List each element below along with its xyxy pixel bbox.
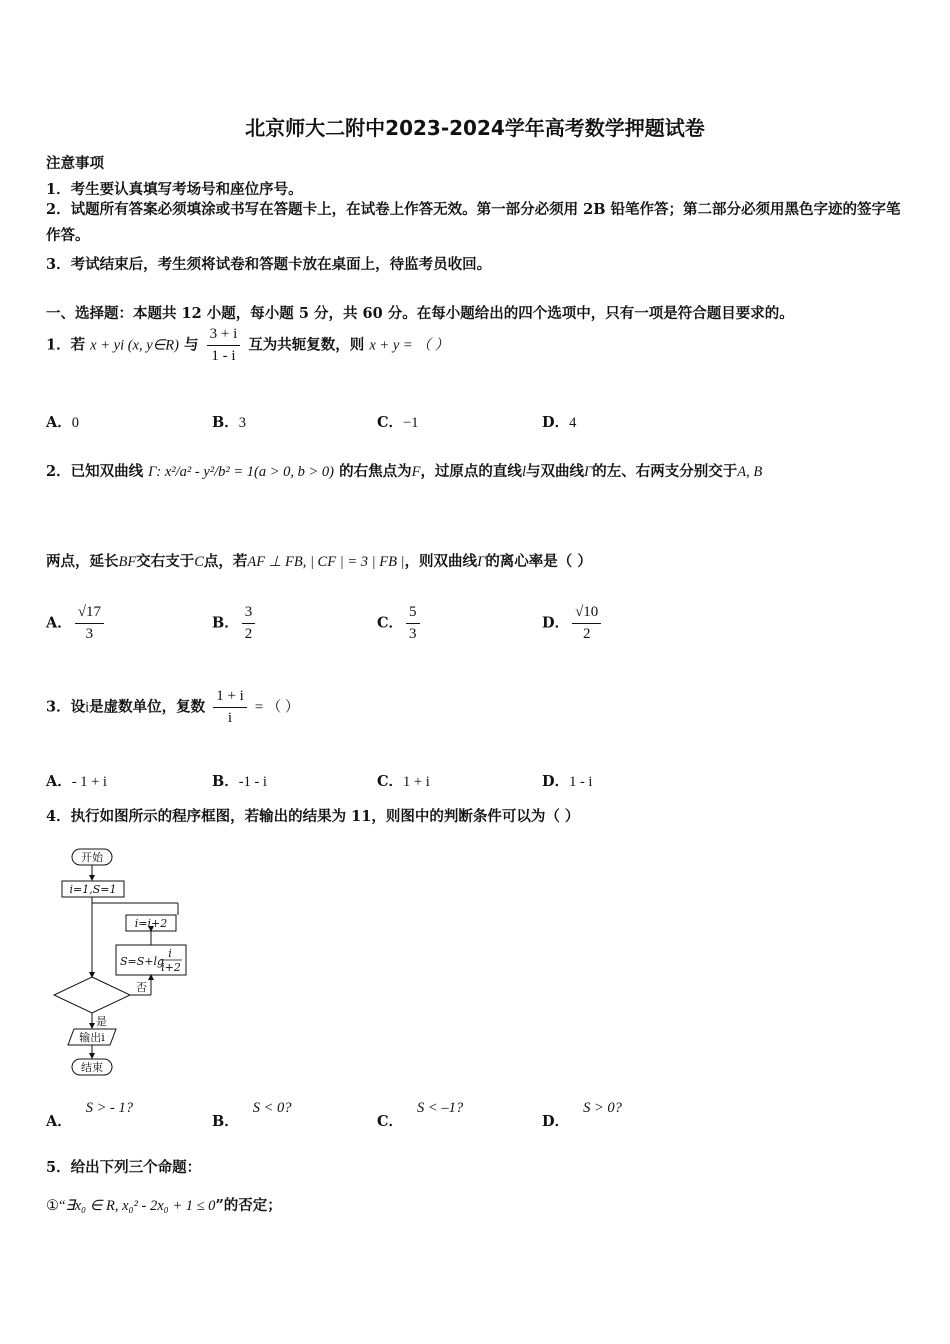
q2-text-1: 的右焦点为 xyxy=(339,463,412,480)
question-1 xyxy=(46,326,449,365)
q2-hyperbola-equation: Γ: x²/a² - y²/b² = 1(a > 0, b > 0) xyxy=(148,464,335,480)
q1-frac-den: 1 - i xyxy=(211,348,236,364)
q3-frac-den: i xyxy=(227,710,233,726)
q3-option-d[interactable]: D．1 - i xyxy=(542,773,593,790)
q1-option-b[interactable]: B．3 xyxy=(212,414,247,431)
q1-expr1: x + yi (x, y∈R) xyxy=(90,337,179,354)
q5-item1-suffix: ”的否定； xyxy=(215,1197,282,1214)
q1-option-c[interactable]: C．−1 xyxy=(377,414,419,431)
q5-item1-prefix: ①“ xyxy=(46,1198,66,1214)
q2-condition: AF ⊥ FB, | CF | = 3 | FB | xyxy=(247,554,405,570)
q1-option-a[interactable]: A．0 xyxy=(46,414,80,431)
question-5: 5．给出下列三个命题： xyxy=(46,1159,202,1176)
flow-yes-label: 是 xyxy=(96,1015,107,1028)
q2-option-c[interactable]: C． $\frac{5}{3}$ xyxy=(377,604,423,643)
q3-frac-num: 1 + i xyxy=(213,688,247,708)
page-title: 北京师大二附中2023-2024学年高考数学押题试卷 xyxy=(245,116,705,140)
q3-option-b[interactable]: B．-1 - i xyxy=(212,773,267,790)
flow-update-label: S=S+lg xyxy=(120,955,165,968)
q4-option-d[interactable]: D．S > 0? xyxy=(542,1100,622,1130)
flow-update-frac-num: i xyxy=(168,947,172,960)
notice-item-2: 2．试题所有答案必须填涂或书写在答题卡上，在试卷上作答无效。第一部分必须用 2B 铅笔作答；第二部分必须用黑色字迹的签字笔作答。 xyxy=(46,201,901,244)
q2-gamma: Γ xyxy=(583,464,593,480)
q3-i: i xyxy=(85,699,90,716)
q3-lead: 3．设 xyxy=(46,698,86,716)
q2-C: C xyxy=(194,554,204,570)
q5-item1-expression: ∃x₀ ∈ R, x₀² - 2x₀ + 1 ≤ 0 xyxy=(65,1198,216,1214)
q1-option-d[interactable]: D．4 xyxy=(542,414,577,431)
q1-expr2: x + y = （ ） xyxy=(369,337,449,354)
q2-option-d[interactable]: D． $\frac{√10}{2}$ xyxy=(542,604,604,643)
notice-heading: 注意事项 xyxy=(46,155,104,172)
q2-gamma-2: Γ xyxy=(477,554,486,570)
q2-text-5: 两点，延长 xyxy=(46,553,119,570)
notice-item-3: 3．考试结束后，考生须将试卷和答题卡放在桌面上，待监考员收回。 xyxy=(46,256,492,273)
q3-tail: = （ ） xyxy=(254,699,300,716)
q2-text-2: ，过原点的直线 xyxy=(420,463,522,480)
q2-text-7: 点，若 xyxy=(203,553,248,570)
q2-AB: A, B xyxy=(737,464,763,480)
q2-F: F xyxy=(411,464,421,480)
q2-text-6: 交右支于 xyxy=(136,553,195,570)
question-2-line-1 xyxy=(46,460,762,481)
q2-text-9: 的离心率是（ ） xyxy=(485,553,592,570)
question-3 xyxy=(46,688,299,727)
flow-no-label: 否 xyxy=(136,981,147,994)
question-2-line-2 xyxy=(46,550,592,571)
q3-option-c[interactable]: C．1 + i xyxy=(377,773,430,790)
flow-update-frac-den: i+2 xyxy=(161,961,181,974)
q4-option-c[interactable]: C．S < –1? xyxy=(377,1100,464,1130)
q1-fraction xyxy=(207,326,241,365)
q2-lead: 2．已知双曲线 xyxy=(46,463,144,480)
q1-frac-num: 3 + i xyxy=(207,326,241,346)
q3-option-a[interactable]: A．- 1 + i xyxy=(46,773,107,790)
question-4: 4．执行如图所示的程序框图，若输出的结果为 11，则图中的判断条件可以为（ ） xyxy=(46,808,580,825)
flow-increment-label: i=i+2 xyxy=(134,917,168,930)
flow-decision-diamond xyxy=(54,977,130,1013)
flow-output-label: 输出i xyxy=(79,1031,105,1044)
q4-option-a[interactable]: A．S > - 1? xyxy=(46,1100,134,1130)
program-flowchart xyxy=(50,845,200,1080)
q1-mid: 与 xyxy=(184,336,199,354)
q2-l: l xyxy=(521,464,526,480)
q2-text-4: 的左、右两支分别交于 xyxy=(592,463,738,480)
q4-option-b[interactable]: B．S < 0? xyxy=(212,1100,292,1130)
q2-text-8: ，则双曲线 xyxy=(404,553,478,570)
section-heading: 一、选择题：本题共 12 小题，每小题 5 分，共 60 分。在每小题给出的四个选项中，只有一项是符合题目要求的。 xyxy=(46,305,794,322)
q1-lead: 1．若 xyxy=(46,336,86,354)
q2-option-b[interactable]: B． $\frac{3}{2}$ xyxy=(212,604,258,643)
q3-mid: 是虚数单位，复数 xyxy=(89,698,206,716)
q1-tail: 互为共轭复数，则 xyxy=(248,336,365,354)
q2-BF: BF xyxy=(118,554,137,570)
notice-item-1: 1．考生要认真填写考场号和座位序号。 xyxy=(46,181,303,198)
flow-start-label: 开始 xyxy=(81,851,103,864)
q2-text-3: 与双曲线 xyxy=(525,463,584,480)
q3-fraction xyxy=(213,688,247,727)
flow-init-label: i=1,S=1 xyxy=(69,883,117,896)
q2-option-a[interactable]: A． $\frac{√17}{3}$ xyxy=(46,604,107,643)
flow-end-label: 结束 xyxy=(81,1061,103,1074)
q5-proposition-1 xyxy=(46,1194,282,1215)
